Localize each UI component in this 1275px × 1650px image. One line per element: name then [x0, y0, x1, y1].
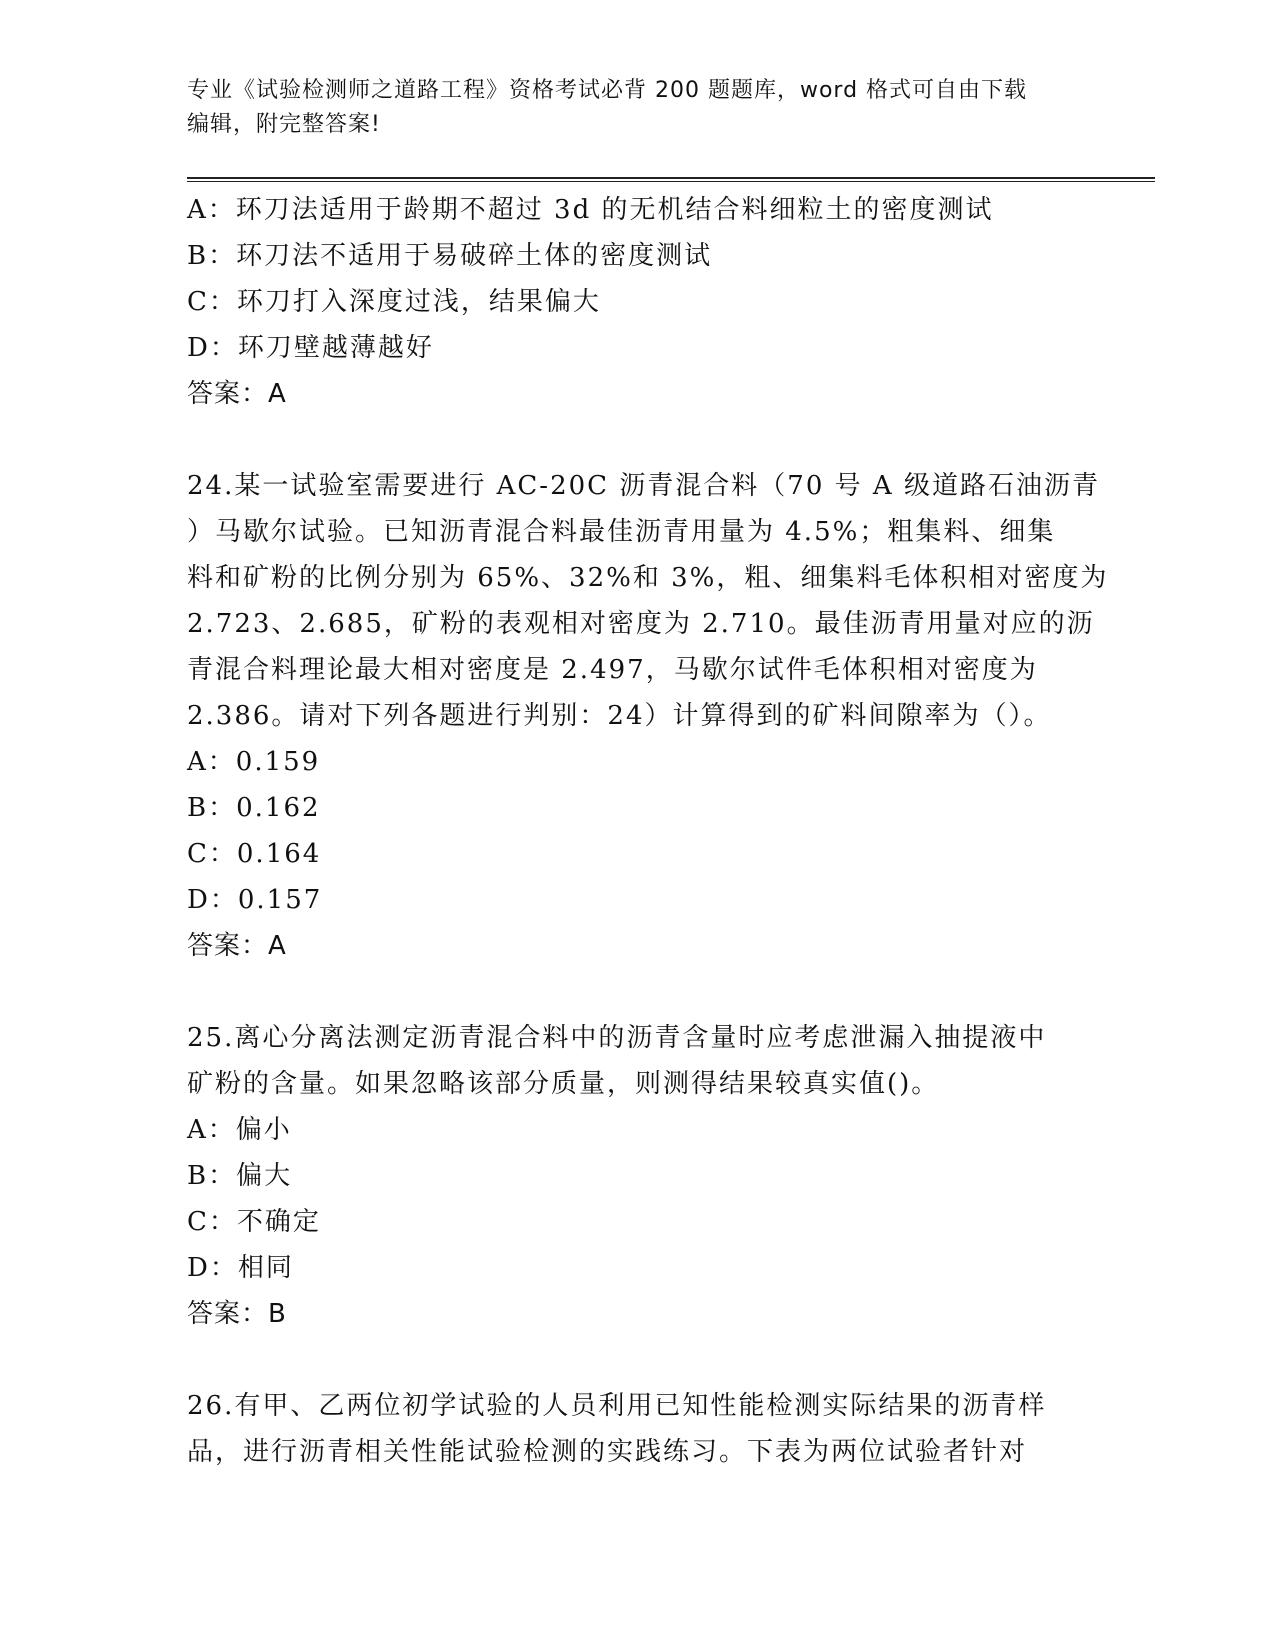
- option-d: D：0.157: [187, 885, 323, 915]
- question-25: [187, 1015, 1087, 1337]
- question-text-line: 青混合料理论最大相对密度是 2.497，马歇尔试件毛体积相对密度为: [187, 655, 1038, 685]
- header-divider-thick: [187, 177, 1155, 179]
- spacer: [187, 969, 1087, 1015]
- option-c: C：0.164: [187, 839, 322, 869]
- header-line-1: 专业《试验检测师之道路工程》资格考试必背 200 题题库，word 格式可自由下载: [187, 78, 1028, 103]
- option-b: B：环刀法不适用于易破碎土体的密度测试: [187, 241, 713, 271]
- question-text-line: 26.有甲、乙两位初学试验的人员利用已知性能检测实际结果的沥青样: [187, 1391, 1047, 1421]
- option-d: D：相同: [187, 1253, 294, 1283]
- answer-line: 答案：B: [187, 1299, 287, 1329]
- question-text-line: 2.386。请对下列各题进行判别：24）计算得到的矿料间隙率为（）。: [187, 701, 1052, 731]
- header-line-2: 编辑，附完整答案!: [187, 112, 381, 137]
- question-text-line: 矿粉的含量。如果忽略该部分质量，则测得结果较真实值()。: [187, 1069, 940, 1099]
- question-text-line: 2.723、2.685，矿粉的表观相对密度为 2.710。最佳沥青用量对应的沥: [187, 609, 1095, 639]
- question-23-options: [187, 187, 1087, 417]
- option-b: B：偏大: [187, 1161, 293, 1191]
- question-text-line: ）马歇尔试验。已知沥青混合料最佳沥青用量为 4.5%；粗集料、细集: [187, 517, 1056, 547]
- answer-line: 答案：A: [187, 379, 287, 409]
- document-header: [187, 74, 1067, 142]
- option-c: C：环刀打入深度过浅，结果偏大: [187, 287, 601, 317]
- option-a: A：环刀法适用于龄期不超过 3d 的无机结合料细粒土的密度测试: [187, 195, 994, 225]
- header-divider-thin: [187, 181, 1155, 182]
- question-text-line: 品，进行沥青相关性能试验检测的实践练习。下表为两位试验者针对: [187, 1437, 1028, 1467]
- question-text-line: 25.离心分离法测定沥青混合料中的沥青含量时应考虑泄漏入抽提液中: [187, 1023, 1047, 1053]
- option-b: B：0.162: [187, 793, 321, 823]
- question-text-line: 料和矿粉的比例分别为 65%、32%和 3%，粗、细集料毛体积相对密度为: [187, 563, 1109, 593]
- option-d: D：环刀壁越薄越好: [187, 333, 434, 363]
- question-text-line: 24.某一试验室需要进行 AC-20C 沥青混合料（70 号 A 级道路石油沥青: [187, 471, 1100, 501]
- answer-line: 答案：A: [187, 931, 287, 961]
- spacer: [187, 417, 1087, 463]
- question-content: [187, 187, 1109, 1475]
- spacer: [187, 1337, 1087, 1383]
- question-24: [187, 463, 1109, 969]
- option-a: A：0.159: [187, 747, 321, 777]
- question-26: [187, 1383, 1087, 1475]
- option-a: A：偏小: [187, 1115, 292, 1145]
- option-c: C：不确定: [187, 1207, 321, 1237]
